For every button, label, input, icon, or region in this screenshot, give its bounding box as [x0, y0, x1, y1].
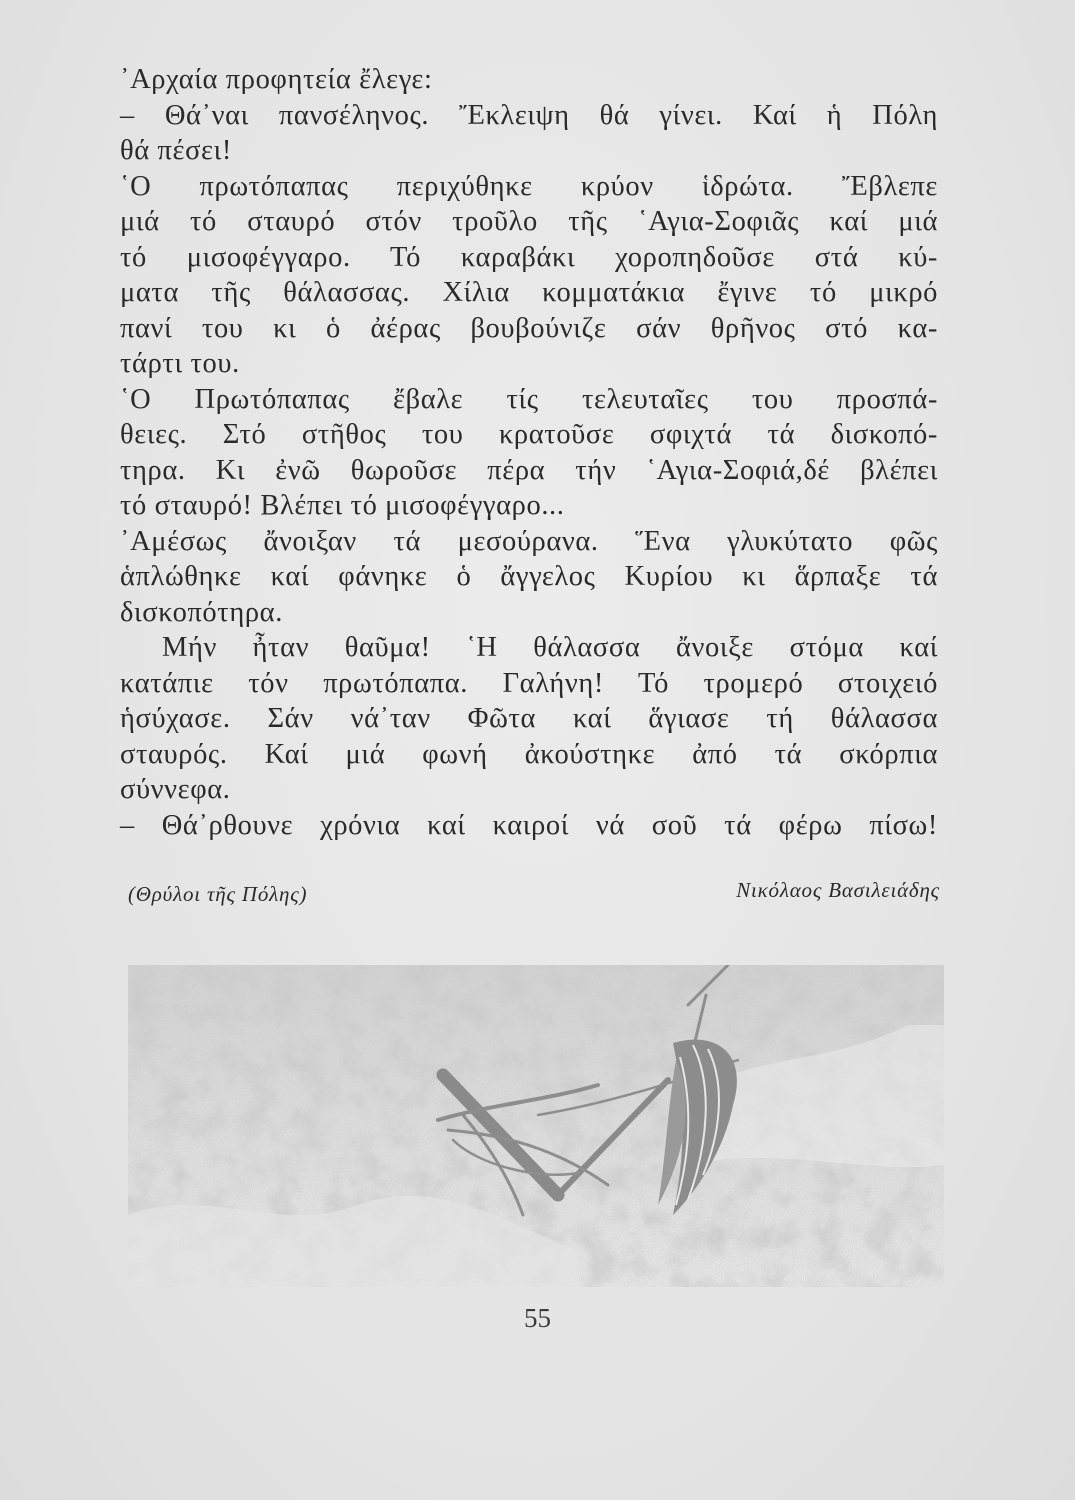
text-line: τό σταυρό! Βλέπει τό μισοφέγγαρο...: [120, 490, 565, 521]
text-line: ῾Ο Πρωτόπαπας ἔβαλε τίς τελευταῖες του προσπά-: [120, 383, 938, 415]
source-title: (Θρύλοι τῆς Πόλης): [128, 882, 308, 906]
text-line: πανί του κι ὁ ἀέρας βουβούνιζε σάν θρῆνος στό κα-: [120, 312, 938, 344]
text-line: θειες. Στό στῆθος του κρατοῦσε σφιχτά τά δισκοπό-: [120, 419, 938, 450]
text-line: κατάπιε τόν πρωτόπαπα. Γαλήνη! Τό τρομερό στοιχειό: [120, 667, 938, 699]
attribution: [128, 878, 940, 914]
author-name: Νικόλαος Βασιλειάδης: [736, 878, 940, 902]
text-line: Μήν ἦταν θαῦμα! ῾Η θάλασσα ἄνοιξε στόμα καί: [162, 632, 938, 663]
stormy-sea-drawing: [128, 965, 944, 1287]
text-line: σταυρός. Καί μιά φωνή ἀκούστηκε ἀπό τά σκόρπια: [120, 738, 938, 770]
page-number: 55: [524, 1303, 551, 1333]
text-line: ματα τῆς θάλασσας. Χίλια κομματάκια ἔγινε τό μικρό: [120, 277, 938, 308]
text-line: μιά τό σταυρό στόν τροῦλο τῆς ῾Αγια-Σοφιᾶς καί μιά: [120, 206, 938, 237]
text-line: τό μισοφέγγαρο. Τό καραβάκι χοροπηδοῦσε στά κύ-: [120, 241, 938, 273]
text-line: ῾Ο πρωτόπαπας περιχύθηκε κρύον ἱδρώτα. Ἔβλεπε: [120, 170, 938, 202]
text-line: – Θά᾿ρθουνε χρόνια καί καιροί νά σοῦ τά φέρω πίσω!: [120, 809, 938, 841]
text-line: ἁπλώθηκε καί φάνηκε ὁ ἄγγελος Κυρίου κι ἅρπαξε τά: [120, 561, 938, 592]
text-line: – Θά᾿ναι πανσέληνος. Ἔκλειψη θά γίνει. Καί ἡ Πόλη: [120, 99, 938, 131]
text-line: ἡσύχασε. Σάν νά᾿ταν Φῶτα καί ἅγιασε τή θάλασσα: [120, 703, 938, 734]
text-line: τηρα. Κι ἐνῶ θωροῦσε πέρα τήν ῾Αγια-Σοφιά,δέ βλέπει: [120, 454, 938, 486]
text-line: ᾿Αρχαία προφητεία ἔλεγε:: [120, 64, 433, 95]
ship-illustration: [128, 965, 944, 1287]
story-text: [120, 62, 938, 843]
text-line: θά πέσει!: [120, 135, 232, 166]
text-line: δισκοπότηρα.: [120, 596, 283, 628]
text-line: σύννεφα.: [120, 774, 231, 805]
text-line: ᾿Αμέσως ἄνοιξαν τά μεσούρανα. Ἕνα γλυκύτατο φῶς: [120, 525, 938, 557]
text-line: τάρτι του.: [120, 348, 240, 379]
